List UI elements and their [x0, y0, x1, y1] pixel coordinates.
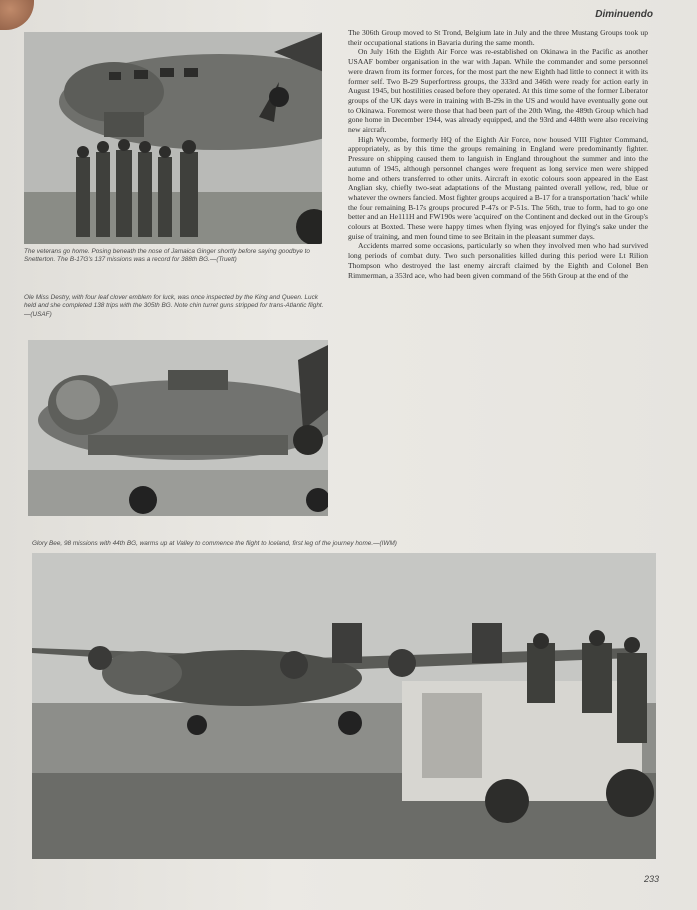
- page-number: 233: [643, 874, 659, 884]
- photo1-caption: The veterans go home. Posing beneath the nose of Jamaica Ginger shortly before saying goodbye to Snetterton. The B-17G's 137 missions was a record for 388th BG.—(Truett): [24, 248, 310, 264]
- thumb-shadow: [0, 0, 34, 30]
- body-text: [348, 28, 648, 280]
- paragraph: On July 16th the Eighth Air Force was re-established on Okinawa in the Pacific as another USAAF bomber organisation in the war with Japan. While the commander and some personnel were drawn from its former forces, for the most part the new Eighth had little to connect it with its former self. Two B-29 Superfortress groups, the 333rd and 346th were ready for action early in August 1945, but hostilities ceased before they operated. At this time some of the former Liberator groups of the UK days were in training with B-29s in the US and would have eventually gone out to Okinawa. Foremost were those that had been part of the 20th Wing, the 489th Group which had gone home in December 1944, was already equipped, and the 93rd and 448th were also receiving new aircraft.: [348, 47, 648, 135]
- paragraph: Accidents marred some occasions, particularly so when they involved men who had survived long periods of combat duty. Two such personalities killed during this period were Lt Rilion Thompson who destroyed the last enemy aircraft claimed by the Eighth and Colonel Ben Rimmerman, a 353rd ace, who had been given command of the 56th Group at the end of the: [348, 241, 648, 280]
- b24-glory-bee-photo: [32, 553, 656, 859]
- running-head: Diminuendo: [595, 9, 653, 20]
- b17-ole-miss-destry-photo: [28, 340, 328, 516]
- b17-crew-photo: [24, 32, 322, 244]
- photo3-caption: Glory Bee, 98 missions with 44th BG, warms up at Valley to commence the flight to Iceland, first leg of the journey home.—(IWM): [32, 540, 397, 547]
- paragraph: High Wycombe, formerly HQ of the Eighth Air Force, now housed VIII Fighter Command, appropriately, as by this time the groups remaining in England were predominantly fighter. Pressure on shipping caused them to languish in England throughout the summer and into the autumn of 1945, although personnel changes were frequent as long service men were shipped home and others transferred to other units. Aircraft in exotic colours soon appeared in the East Anglian sky, chiefly two-seat adaptations of the Mustang painted overall yellow, red, blue or whatever the owners fancied. Most fighter groups acquired a B-17 for a transportation 'hack' while the four remaining B-17s groups procured P-47s or P-51s. The 56th, true to form, had to go one better and an He111H and FW190s were 'acquired' on the Continent and decked out in the Group's colours at Boxted. These were happy times when flying was enjoyed for flying's sake under the guise of training, and men found time to see Britain in the pleasant summer days.: [348, 134, 648, 241]
- paragraph: The 306th Group moved to St Trond, Belgium late in July and the three Mustang Groups took up their occupational stations in Bavaria during the same month.: [348, 28, 648, 47]
- photo2-caption: Ole Miss Destry, with four leaf clover emblem for luck, was once inspected by the King and Queen. Luck held and she completed 138 trips with the 305th BG. Note chin turret guns stripped for trans-Atlantic flight.—(USAF): [24, 294, 324, 318]
